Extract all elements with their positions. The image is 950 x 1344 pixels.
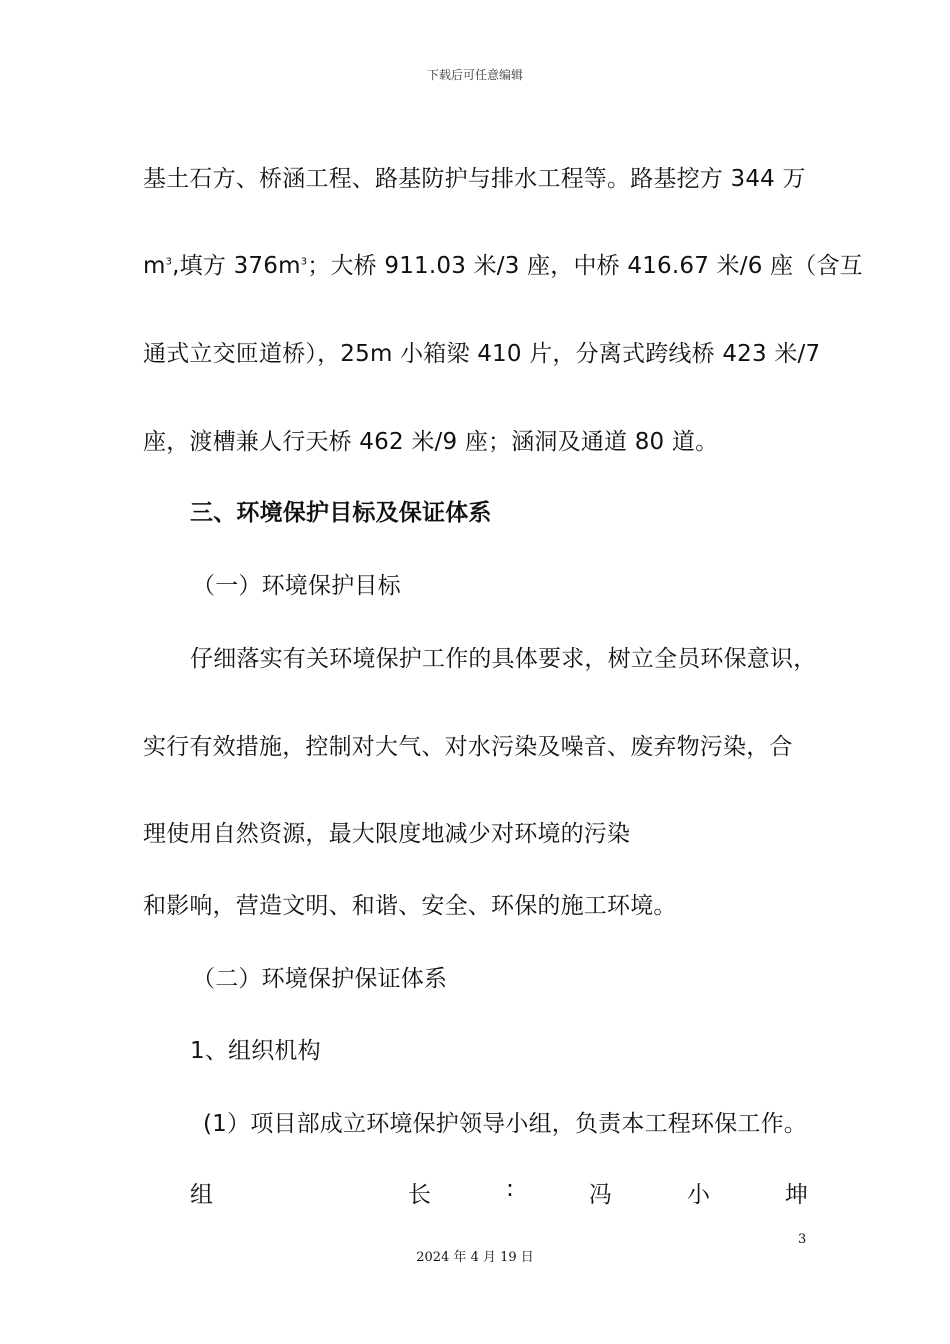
- page-header: 下载后可任意编辑: [426, 68, 523, 82]
- footer-date: 2024 年 4 月 19 日: [416, 1250, 534, 1265]
- subheading-2: （二）环境保护保证体系: [192, 966, 448, 992]
- subheading-1: （一）环境保护目标: [192, 573, 401, 599]
- leader-char-1: 组: [190, 1182, 213, 1208]
- paragraph-line-4: 和影响，营造文明、和谐、安全、环保的施工环境。: [143, 893, 677, 919]
- leader-char-5: 坤: [784, 1182, 808, 1208]
- body-line-1: 基土石方、桥涵工程、路基防护与排水工程等。路基挖方 344 万: [143, 166, 806, 192]
- paragraph-line-1: 仔细落实有关环境保护工作的具体要求，树立全员环保意识，: [190, 646, 817, 672]
- paragraph-line-3: 理使用自然资源，最大限度地减少对环境的污染: [143, 821, 631, 847]
- body-line-2-part-c: ；大桥 911.03 米/3 座，中桥 416.67 米/6 座（含互: [307, 253, 863, 279]
- item-1-1: (1）项目部成立环境保护领导小组，负责本工程环保工作。: [203, 1111, 808, 1137]
- unit-m: m: [143, 253, 166, 279]
- leader-char-2: 长: [408, 1182, 432, 1208]
- body-line-4: 座，渡槽兼人行天桥 462 米/9 座；涵洞及通道 80 道。: [143, 429, 719, 455]
- leader-row: [190, 1176, 808, 1209]
- section-heading-3: 三、环境保护目标及保证体系: [190, 500, 492, 526]
- leader-char-3: 冯: [588, 1182, 612, 1208]
- body-line-2: [143, 247, 863, 280]
- leader-colon: :: [506, 1176, 514, 1202]
- page-number: 3: [798, 1232, 807, 1247]
- item-1-heading: 1、组织机构: [190, 1038, 321, 1064]
- superscript-3-second: 3: [300, 256, 308, 268]
- body-line-3: 通式立交匝道桥），25m 小箱梁 410 片，分离式跨线桥 423 米/7: [143, 341, 821, 367]
- superscript-3: 3: [165, 256, 173, 268]
- leader-char-4: 小: [686, 1182, 710, 1208]
- paragraph-line-2: 实行有效措施，控制对大气、对水污染及噪音、废弃物污染，合: [143, 734, 793, 760]
- body-line-2-part-b: ,填方 376m: [172, 253, 301, 279]
